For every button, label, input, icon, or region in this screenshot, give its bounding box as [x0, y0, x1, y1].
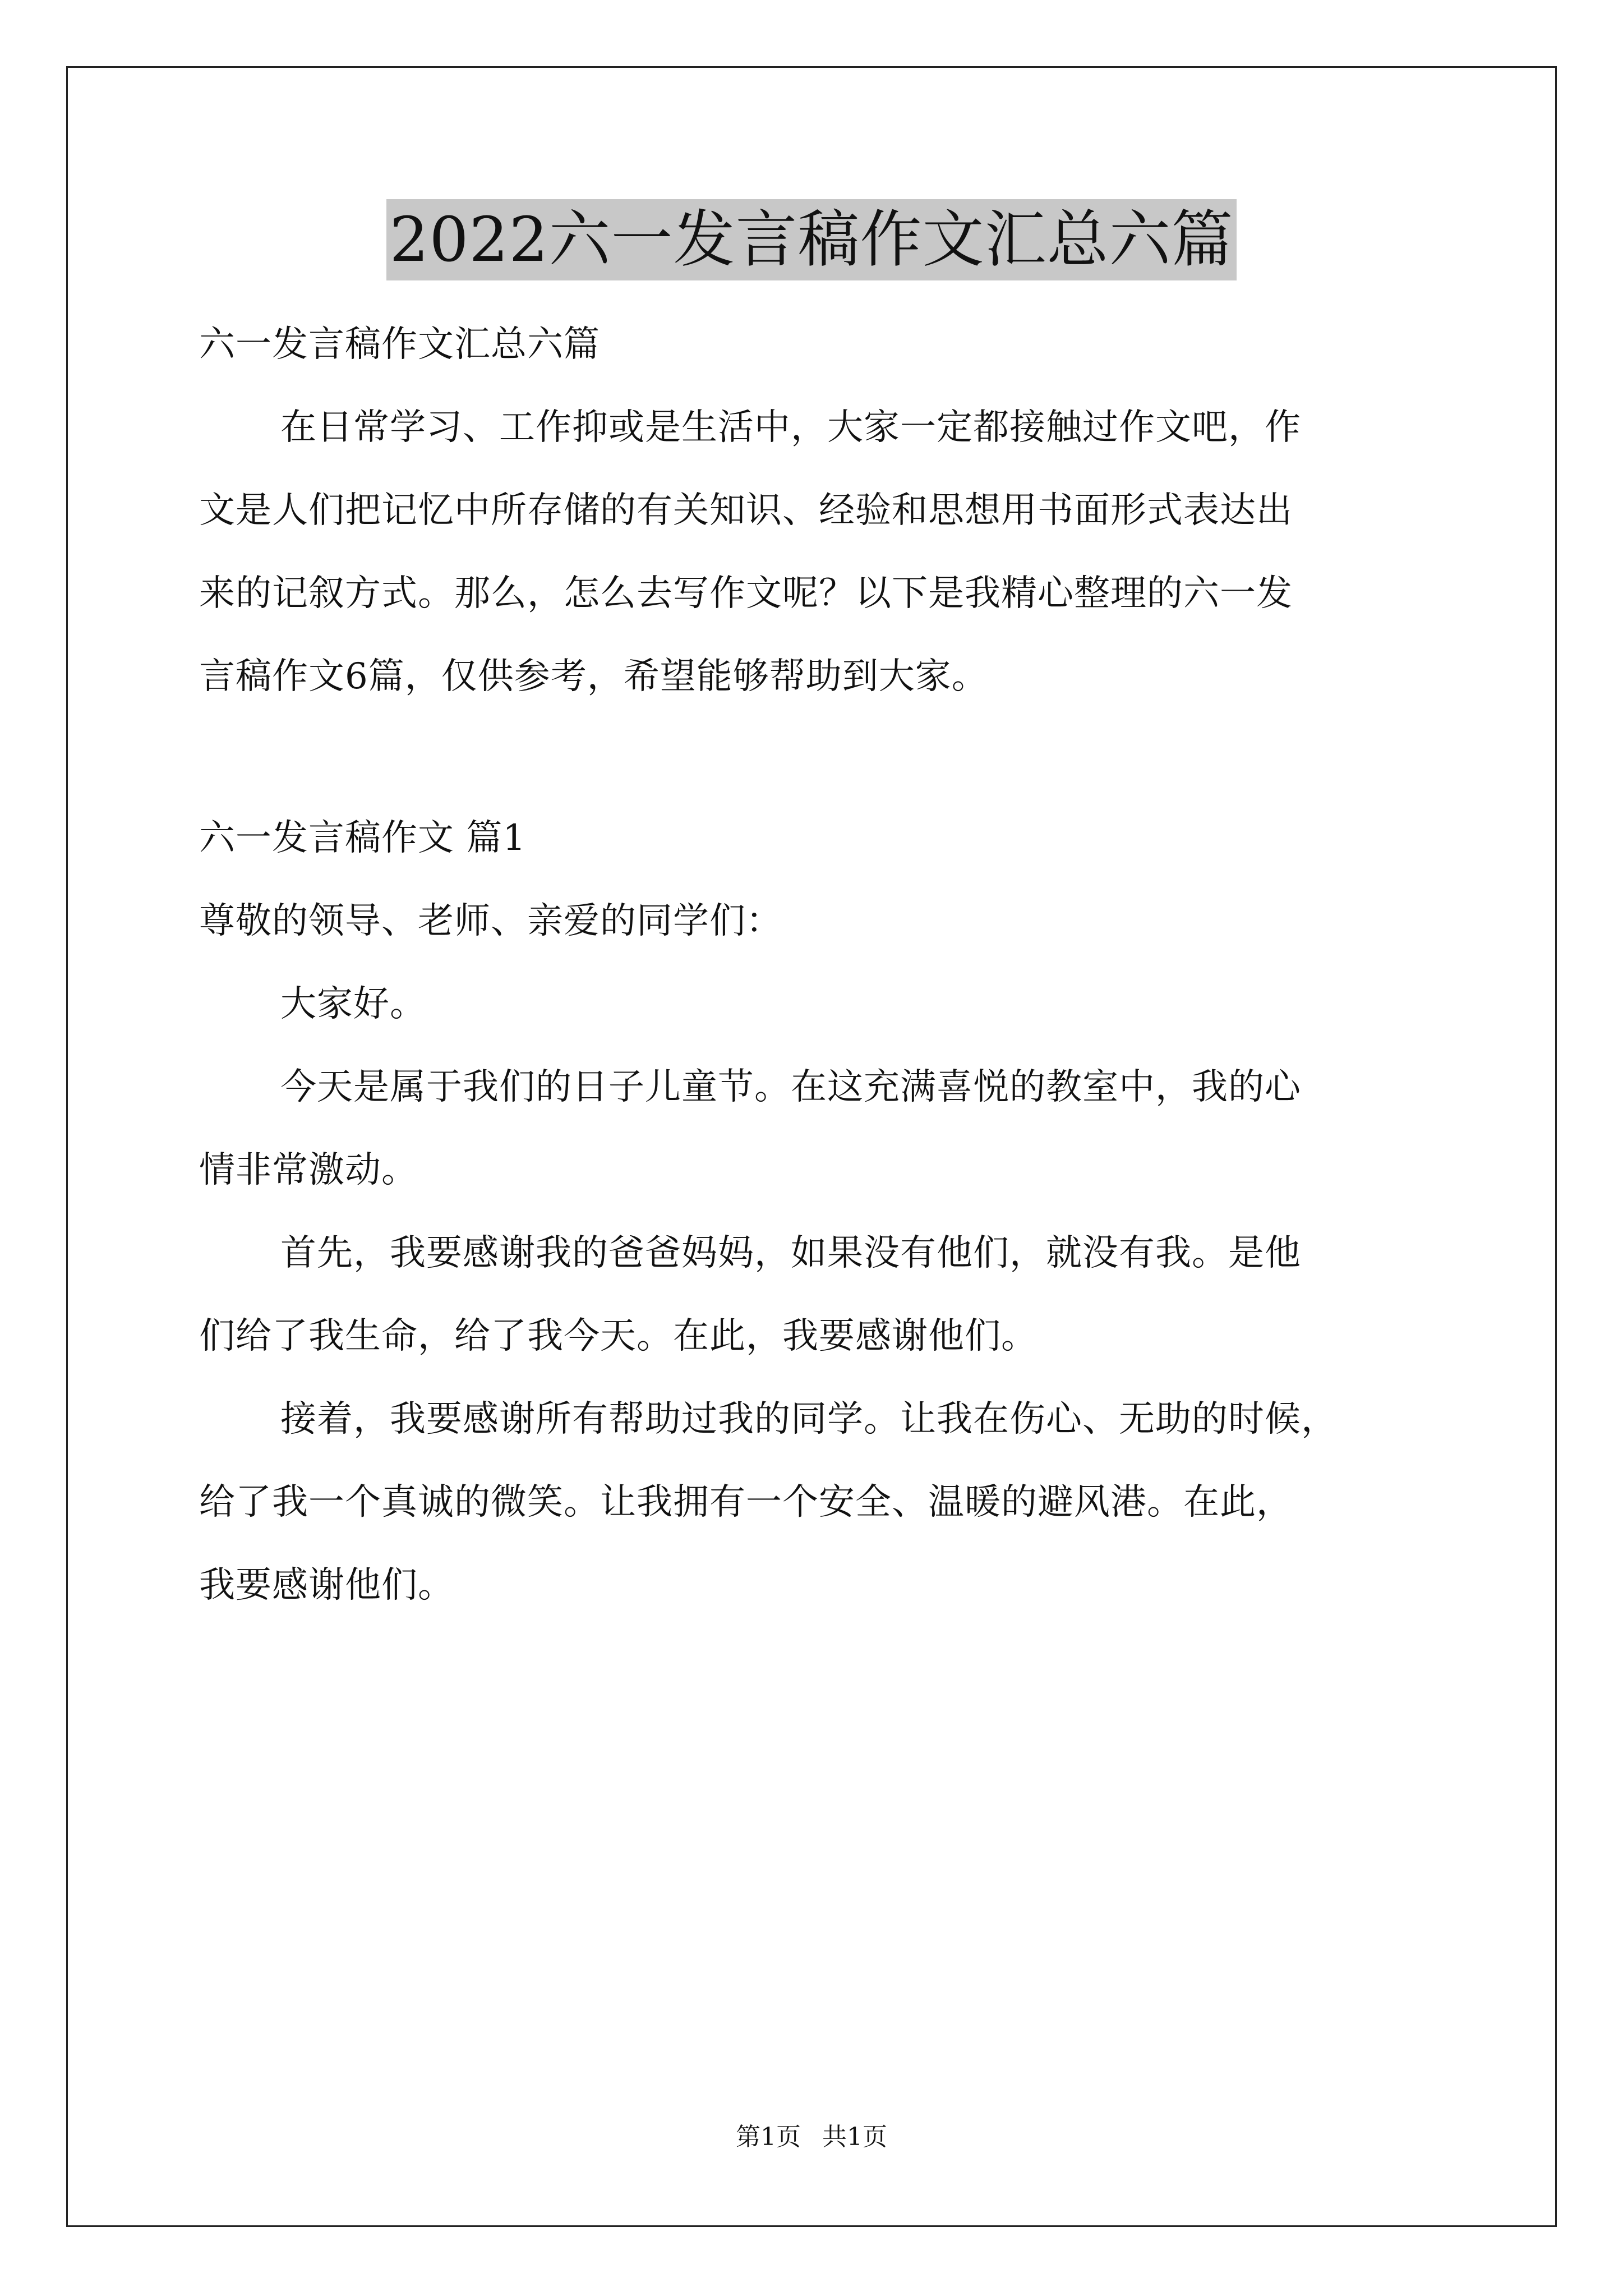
text-line: 给了我一个真诚的微笑。让我拥有一个安全、温暖的避风港。在此，: [199, 1481, 1293, 1523]
text-line: 我要感谢他们。: [199, 1565, 454, 1606]
text-line: 接着，我要感谢所有帮助过我的同学。让我在伤心、无助的时候，: [280, 1398, 1338, 1440]
text-line: 们给了我生命，给了我今天。在此，我要感谢他们。: [199, 1315, 1038, 1357]
title-container: [0, 199, 1623, 280]
text-line: 今天是属于我们的日子儿童节。在这充满喜悦的教室中，我的心: [280, 1066, 1301, 1108]
paragraph-gap: [199, 718, 1433, 797]
text-line: 言稿作文6篇，仅供参考，希望能够帮助到大家。: [199, 656, 988, 697]
text-line: 六一发言稿作文 篇1: [199, 817, 527, 859]
text-line: 首先，我要感谢我的爸爸妈妈，如果没有他们，就没有我。是他: [280, 1232, 1301, 1274]
text-line: 在日常学习、工作抑或是生活中，大家一定都接触过作文吧，作: [280, 407, 1301, 448]
text-line: 情非常激动。: [199, 1149, 418, 1191]
text-line: 大家好。: [280, 983, 426, 1025]
text-line: 六一发言稿作文汇总六篇: [199, 324, 600, 365]
document-body: [199, 303, 1433, 1627]
text-line: 尊敬的领导、老师、亲爱的同学们：: [199, 900, 782, 942]
text-line: 文是人们把记忆中所存储的有关知识、经验和思想用书面形式表达出: [199, 490, 1293, 531]
text-line: 来的记叙方式。那么，怎么去写作文呢？以下是我精心整理的六一发: [199, 573, 1293, 614]
page-footer: 第1页 共1页: [736, 2123, 887, 2151]
document-title: 2022六一发言稿作文汇总六篇: [386, 199, 1237, 280]
